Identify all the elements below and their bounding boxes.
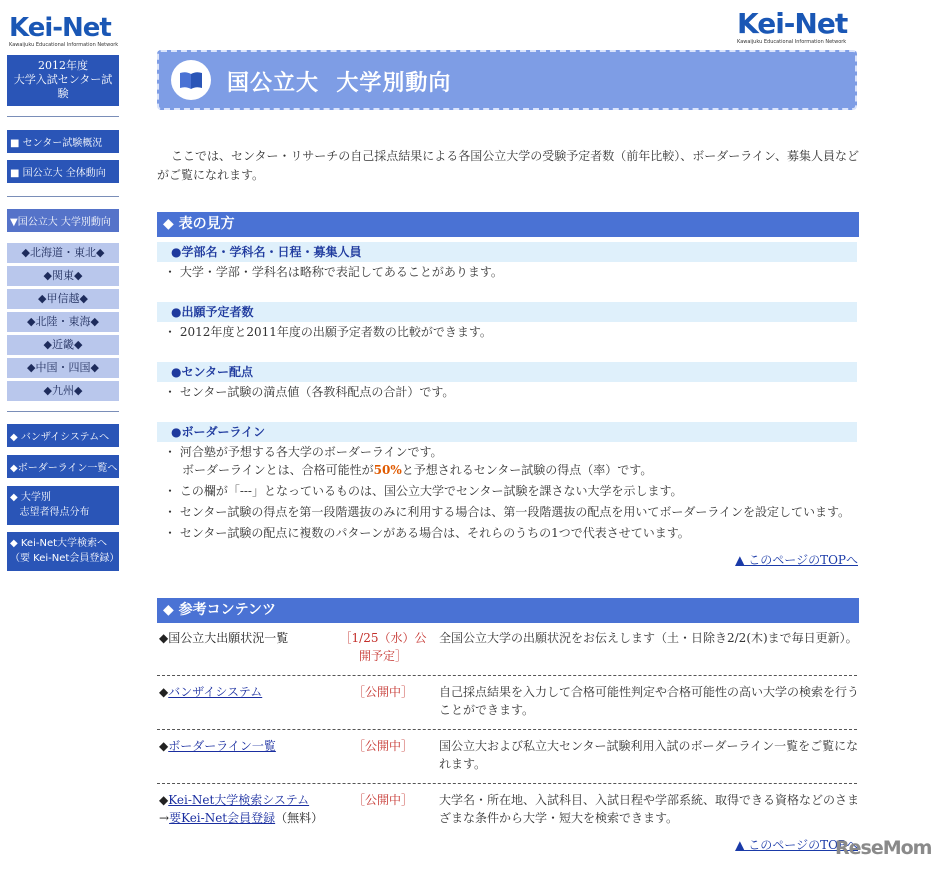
ref-status: ［公開中］ (352, 739, 413, 753)
howto-line (182, 461, 652, 479)
link-borderline-list[interactable]: ◆ボーダーライン一覧へ (7, 455, 119, 478)
intro-text: ここでは、センター・リサーチの自己採点結果による各国公立大学の受験予定者数（前年比較）、ボーダーライン、募集人員などがご覧になれます。 (157, 149, 859, 182)
bullet: ◆ (159, 739, 169, 753)
keinet-logo-left[interactable] (9, 14, 118, 48)
region-hokkaido-tohoku[interactable]: ◆北海道・東北◆ (7, 243, 119, 263)
text: ボーダーラインとは、合格可能性が (182, 463, 374, 477)
keinet-logo-right[interactable] (737, 9, 847, 45)
logo-text: Kei-Net (737, 7, 848, 40)
ref-title (159, 629, 288, 647)
howto-line: ・ センター試験の配点に複数のパターンがある場合は、それらのうちの1つで代表させています。 (164, 526, 690, 540)
arrow: → (159, 811, 170, 825)
ref-status: ［1/25（水）公開予定］ (339, 631, 427, 663)
nav-center-overview[interactable]: ■ センター試験概況 (7, 130, 119, 153)
ref-link-banzai[interactable]: バンザイシステム (168, 685, 263, 699)
link-university-search[interactable]: ◆ Kei-Net大学検索へ （要 Kei-Net会員登録） (7, 532, 119, 571)
region-koshinetsu[interactable]: ◆甲信越◆ (7, 289, 119, 309)
year-line: 2012年度 (38, 59, 88, 72)
howto-line: ・ 大学・学部・学科名は略称で表記してあることがあります。 (164, 265, 503, 279)
year-line: 大学入試センター試 (13, 73, 113, 86)
page-top-link[interactable]: ▲ このページのTOPへ (735, 553, 858, 567)
ref-title-text: ◆国公立大出願状況一覧 (159, 631, 289, 645)
highlight-50pct: 50% (373, 463, 402, 477)
subhead-borderline: ●ボーダーライン (157, 422, 857, 442)
ref-description: 国公立大および私立大センター試験利用入試のボーダーライン一覧をご覧になれます。 (439, 739, 859, 771)
text: と予想されるセンター試験の得点（率）です。 (401, 463, 653, 477)
howto-line: ・ センター試験の得点を第一段階選抜のみに利用する場合は、第一段階選抜の配点を用いてボーダーラインを設定しています。 (164, 505, 851, 519)
page-banner (157, 50, 857, 110)
divider (7, 411, 119, 412)
section-header-howto: ◆ 表の見方 (157, 212, 859, 237)
ref-description: 全国公立大学の出願状況をお伝えします（土・日除き2/2(木)まで毎日更新）。 (439, 631, 858, 645)
ref-status: ［公開中］ (352, 685, 413, 699)
link-banzai-system[interactable]: ◆ バンザイシステムへ (7, 424, 119, 447)
book-icon (171, 60, 211, 100)
ref-description: 大学名・所在地、入試科目、入試日程や学部系統、取得できる資格などのさまざまな条件から大学・短大を検索できます。 (439, 793, 860, 825)
bullet: ◆ (159, 685, 169, 699)
page-title: 国公立大 大学別動向 (227, 71, 452, 96)
bullet: ◆ (159, 793, 169, 807)
region-chugoku-shikoku[interactable]: ◆中国・四国◆ (7, 358, 119, 378)
year-line: 験 (57, 87, 69, 100)
resemom-watermark: ReseMom (835, 837, 932, 859)
howto-line: ・ この欄が「---」となっているものは、国公立大学でセンター試験を課さない大学を示します。 (164, 484, 683, 498)
divider (157, 675, 857, 676)
divider (7, 116, 119, 117)
text: （無料） (275, 811, 324, 825)
ref-link-university-search[interactable]: Kei-Net大学検索システム (168, 793, 310, 807)
region-hokuriku-tokai[interactable]: ◆北陸・東海◆ (7, 312, 119, 332)
ref-title (159, 791, 309, 809)
logo-tagline: Kawaijuku Educational Information Network (737, 39, 847, 45)
ref-title (159, 683, 262, 701)
region-kinki[interactable]: ◆近畿◆ (7, 335, 119, 355)
subhead-faculty: ●学部名・学科名・日程・募集人員 (157, 242, 857, 262)
year-box (7, 55, 119, 106)
section-header-references: ◆ 参考コンテンツ (157, 598, 859, 623)
page-top-link[interactable]: ▲ このページのTOPへ (735, 838, 858, 852)
nav-national-by-university[interactable]: ▼国公立大 大学別動向 (7, 209, 119, 232)
nav-national-overall[interactable]: ■ 国公立大 全体動向 (7, 160, 119, 183)
ref-title (159, 737, 276, 755)
ref-link-borderline[interactable]: ボーダーライン一覧 (168, 739, 276, 753)
divider (157, 729, 857, 730)
divider (7, 196, 119, 197)
logo-text: Kei-Net (9, 13, 111, 43)
link-score-distribution[interactable]: ◆ 大学別 志望者得点分布 (7, 486, 119, 525)
subhead-applicants: ●出願予定者数 (157, 302, 857, 322)
subhead-center-score: ●センター配点 (157, 362, 857, 382)
ref-description: 自己採点結果を入力して合格可能性判定や合格可能性の高い大学の検索を行うことができます。 (439, 685, 860, 717)
howto-line: ・ センター試験の満点値（各教科配点の合計）です。 (164, 385, 455, 399)
ref-status: ［公開中］ (352, 793, 413, 807)
ref-link-member-registration[interactable]: 要Kei-Net会員登録 (169, 811, 276, 825)
ref-subtitle (159, 809, 323, 827)
howto-line: ・ 河合塾が予想する各大学のボーダーラインです。 (164, 445, 443, 459)
howto-line: ・ 2012年度と2011年度の出願予定者数の比較ができます。 (164, 325, 492, 339)
divider (157, 783, 857, 784)
region-kyushu[interactable]: ◆九州◆ (7, 381, 119, 401)
logo-tagline: Kawaijuku Educational Information Network (9, 42, 119, 48)
region-kanto[interactable]: ◆関東◆ (7, 266, 119, 286)
